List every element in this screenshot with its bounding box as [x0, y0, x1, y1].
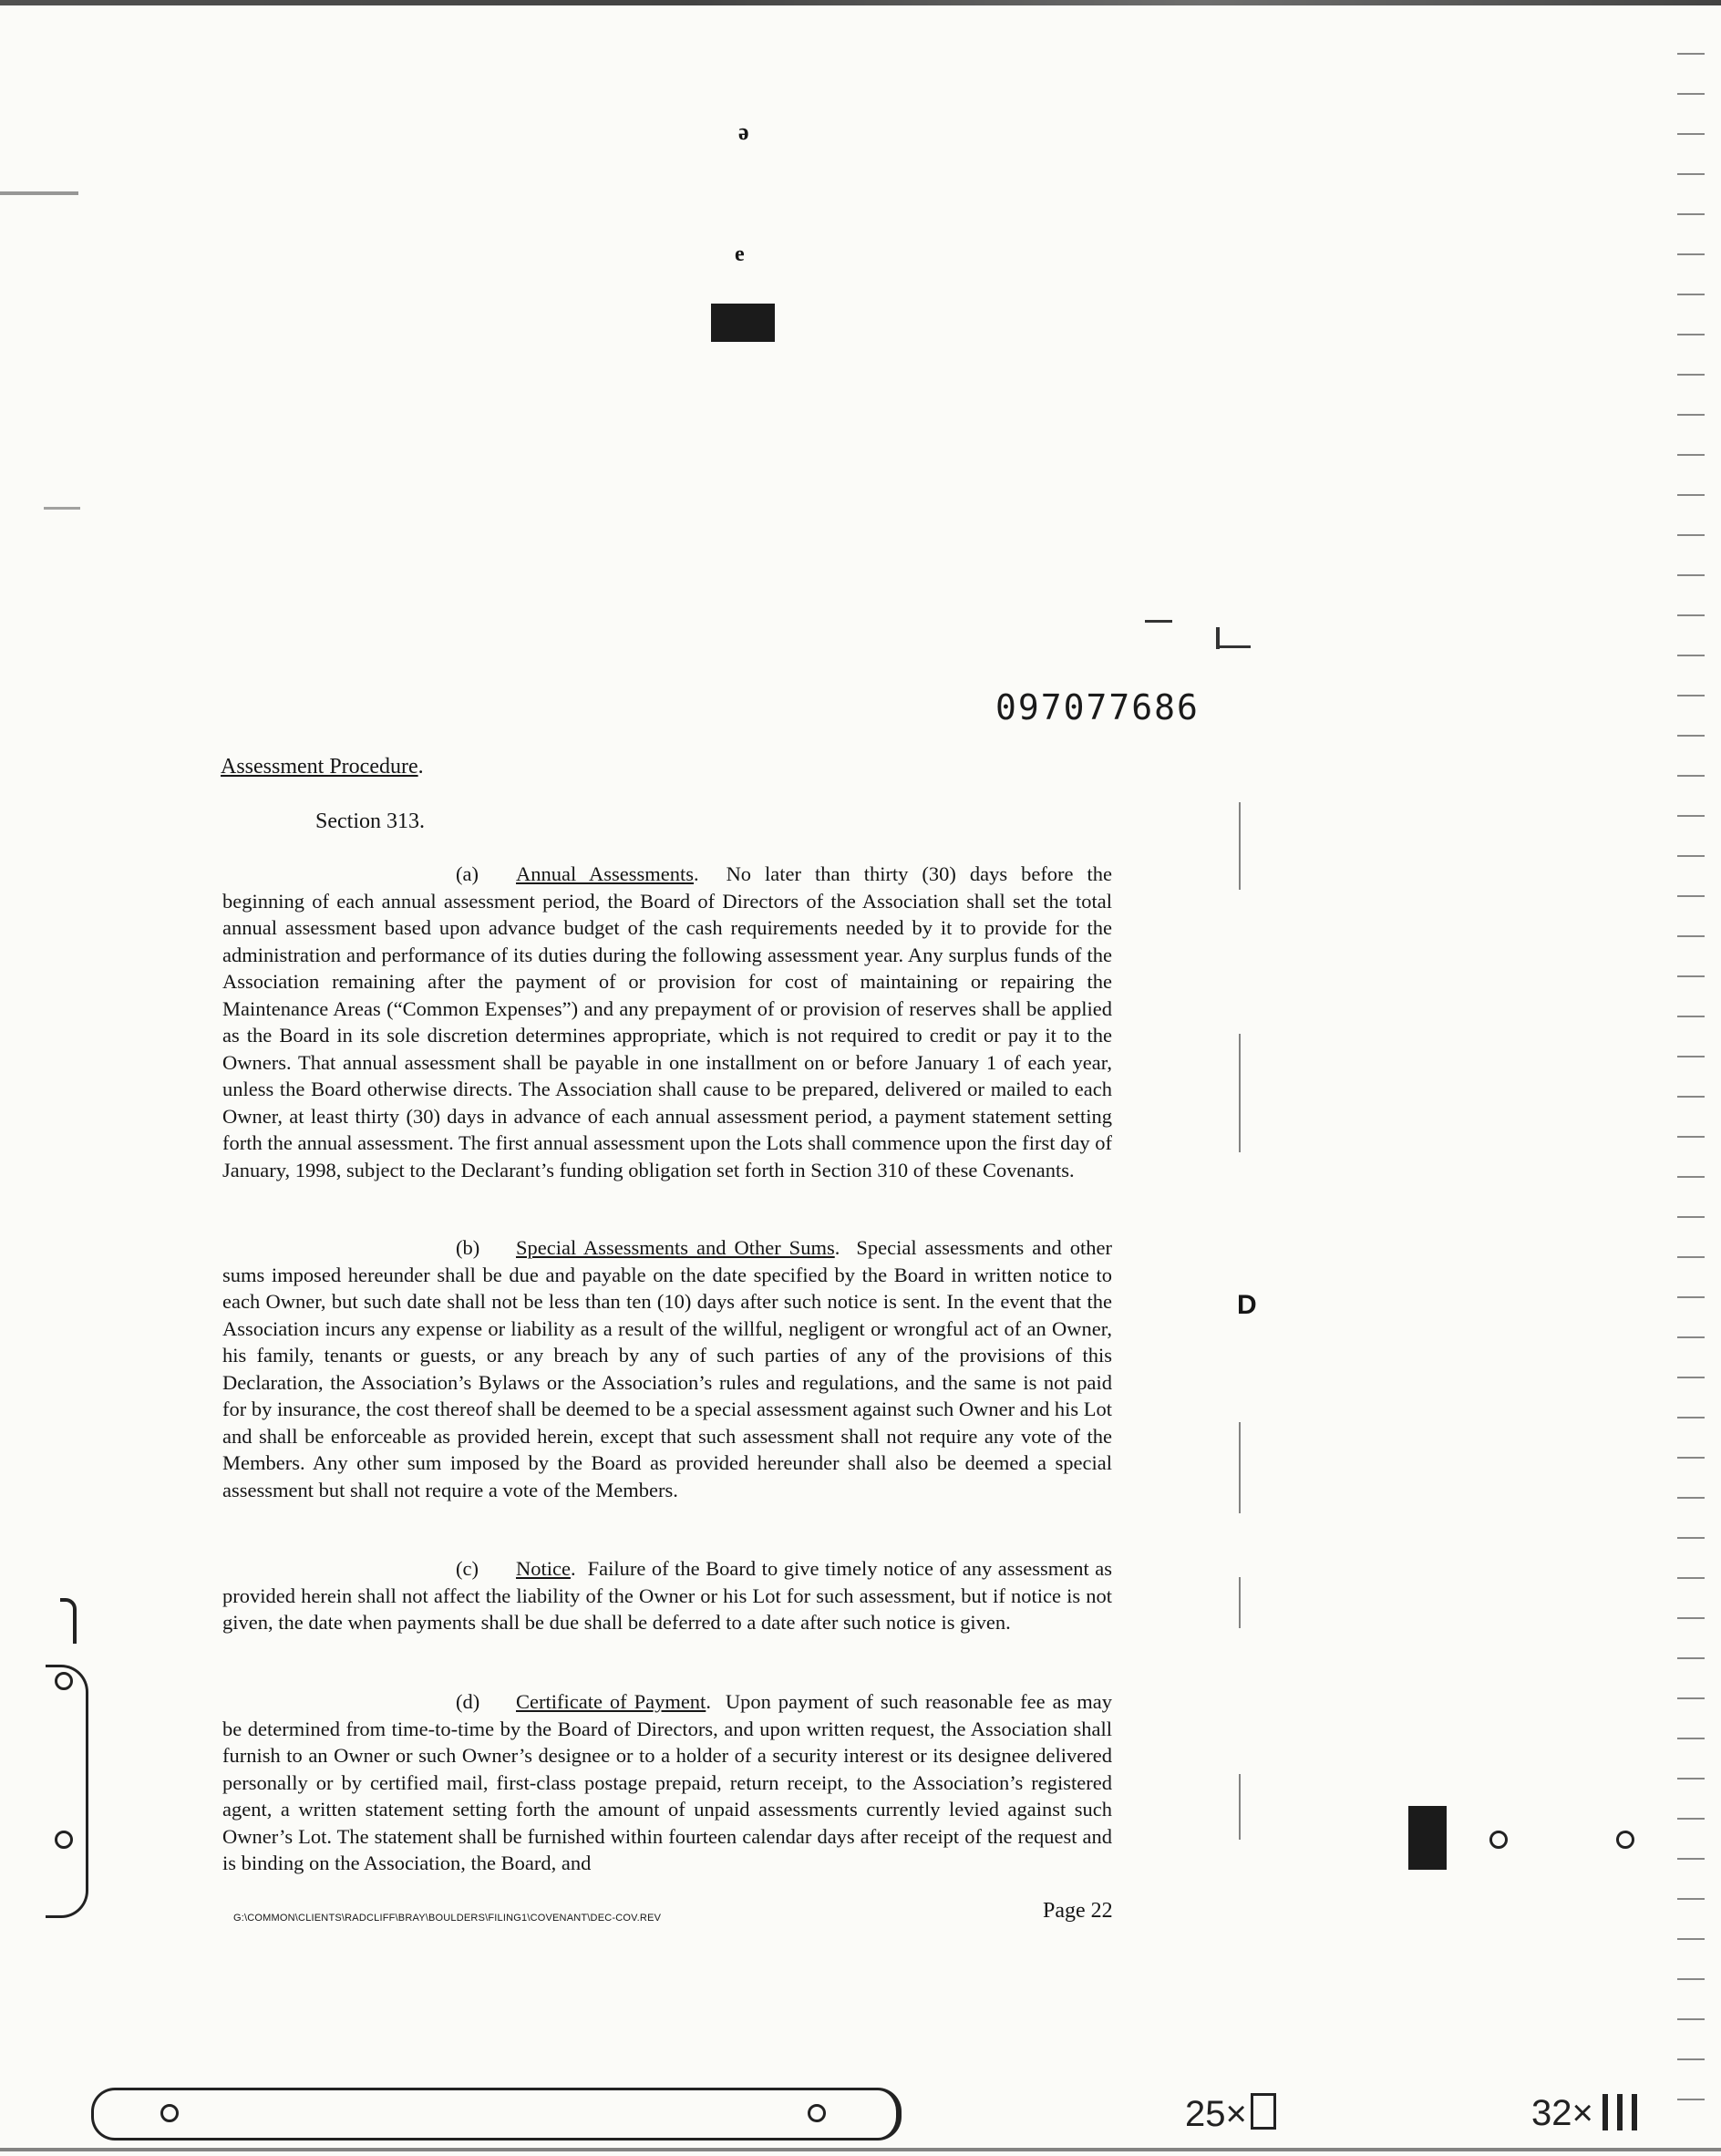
paragraph-body: Failure of the Board to give timely notice of any assessment as provided herein shall not affect the liability of the Owner or his Lot for such assessment, but if notice is not given, the date when payments shall be due shall be deferred to a date after such notice is given.	[222, 1557, 1112, 1634]
footer-file-path: G:\COMMON\CLIENTS\RADCLIFF\BRAY\BOULDERS\FILING1\COVENANT\DEC-COV.REV	[233, 1913, 662, 1924]
bar-icon	[1632, 2094, 1637, 2130]
scan-margin-mark	[44, 507, 80, 510]
scan-black-block	[711, 304, 775, 342]
bar-icon	[1602, 2094, 1608, 2130]
paragraph-body: Upon payment of such reasonable fee as may be determined from time-to-time by the Board of Directors, and upon written request, the Association shall furnish to an Owner or such Owner’s designee or to a holder of a security interest or its designee delivered personally or by certified mail, first-class postage prepaid, return receipt, to the Association’s registered agent, a written statement setting forth the amount of unpaid assessments currently levied against such Owner’s Lot. The statement shall be furnished within fourteen calendar days after receipt of the request and is binding on the Association, the Board, and	[222, 1690, 1113, 1874]
section-heading: Assessment Procedure	[221, 755, 418, 779]
zoom-right-value: 32×	[1531, 2093, 1593, 2133]
paragraph-tag: (a)	[456, 862, 479, 885]
heading-line	[221, 755, 424, 779]
scan-bracket-left	[46, 1665, 88, 1918]
zoom-right-label	[1531, 2093, 1637, 2134]
heading-period: .	[417, 755, 424, 779]
scan-margin-rule	[1239, 802, 1241, 890]
paragraph-d: (d) Certificate of Payment. Upon payment of such reasonable fee as may be determined from time-to-time by the Board of Directors, and upon written request, the Association shall furnish to an Owner or such Owner’s designee or to a holder of a security interest or its designee delivered personally or by certified mail, first-class postage prepaid, return receipt, to the Association’s registered agent, a written statement setting forth the amount of unpaid assessments currently levied against such Owner’s Lot. The statement shall be furnished within fourteen calendar days after receipt of the request and is binding on the Association, the Board, and	[222, 1690, 1113, 1874]
binder-hole-icon	[1616, 1831, 1634, 1849]
scan-right-edge-noise	[1677, 36, 1705, 2133]
scan-margin-mark	[0, 191, 78, 195]
binder-hole-icon	[1489, 1831, 1508, 1849]
paragraph-tag: (b)	[456, 1236, 480, 1259]
paragraph-body: Special assessments and other sums imposed hereunder shall be due and payable on the date specified by the Board in written notice to each Owner, but such date shall not be less than ten (10) days after such notice is sent. In the event that the Association incurs any expense or liability as a result of the willful, negligent or wrongful act of an Owner, his family, tenants or guests, or any breach by any of such parties of any of the provisions of this Declaration, the Association’s Bylaws or the Association’s rules and regulations, and the same is not paid for by insurance, the cost thereof shall be deemed to be a special assessment against such Owner and his Lot and shall be enforceable as provided herein, except that such assessment shall not require any vote of the Members. Any other sum imposed by the Board as provided hereunder shall also be deemed a special assessment but shall not require a vote of the Members.	[222, 1236, 1113, 1501]
bar-icon	[1617, 2094, 1623, 2130]
scan-margin-rule	[1239, 1774, 1241, 1840]
paragraph-b: (b) Special Assessments and Other Sums. Special assessments and other sums imposed hereunder shall be due and payable on the date specified by the Board in written notice to each Owner, but such date shall not be less than ten (10) days after such notice is sent. In the event that the Association incurs any expense or liability as a result of the willful, negligent or wrongful act of an Owner, his family, tenants or guests, or any breach by any of such parties of any of the provisions of this Declaration, the Association’s Bylaws or the Association’s rules and regulations, and the same is not paid for by insurance, the cost thereof shall be deemed to be a special assessment against such Owner and his Lot and shall be enforceable as provided herein, except that such assessment shall not require any vote of the Members. Any other sum imposed by the Board as provided hereunder shall also be deemed a special assessment but shall not require a vote of the Members.	[222, 1236, 1113, 1501]
scan-top-edge	[0, 0, 1721, 5]
scan-margin-rule	[1239, 1577, 1241, 1628]
paragraph-title: Special Assessments and Other Sums	[516, 1236, 835, 1259]
frame-box-icon	[1251, 2093, 1276, 2130]
page-number: Page 22	[1043, 1899, 1113, 1923]
paragraph-title: Notice	[516, 1557, 571, 1580]
scan-margin-rule	[1239, 1034, 1241, 1152]
scan-bracket-top	[60, 1598, 77, 1644]
scan-bottom-bar	[91, 2088, 902, 2141]
section-number: Section 313.	[315, 810, 425, 833]
paragraph-a: (a) Annual Assessments. No later than thirty (30) days before the beginning of each annual assessment period, the Board of Directors of the Association shall set the total annual assessment based upon advance budget of the cash requirements needed by it to provide for the administration and performance of its duties during the following assessment year. Any surplus funds of the Association remaining after the payment of or provision for cost of maintaining or repairing the Maintenance Areas (“Common Expenses”) and any prepayment of or provision of reserves shall be applied as the Board in its sole discretion determines appropriate, which is not required to credit or pay it to the Owners. That annual assessment shall be payable in one installment on or before January 1 of each year, unless the Board otherwise directs. The Association shall cause to be prepared, delivered or mailed to each Owner, at least thirty (30) days in advance of each annual assessment period, a payment statement setting forth the annual assessment. The first annual assessment upon the Lots shall commence upon the first day of January, 1998, subject to the Declarant’s funding obligation set forth in Section 310 of these Covenants.	[222, 862, 1113, 1181]
paragraph-c: (c) Notice. Failure of the Board to give timely notice of any assessment as provided herein shall not affect the liability of the Owner or his Lot for such assessment, but if notice is not given, the date when payments shall be due shall be deferred to a date after such notice is given.	[222, 1557, 1112, 1634]
paragraph-body: No later than thirty (30) days before the beginning of each annual assessment period, the Board of Directors of the Association shall set the total annual assessment based upon advance budget of the cash requirements needed by it to provide for the administration and performance of its duties during the following assessment year. Any surplus funds of the Association remaining after the payment of or provision for cost of maintaining or repairing the Maintenance Areas (“Common Expenses”) and any prepayment of or provision of reserves shall be applied as the Board in its sole discretion determines appropriate, which is not required to credit or pay it to the Owners. That annual assessment shall be payable in one installment on or before January 1 of each year, unless the Board otherwise directs. The Association shall cause to be prepared, delivered or mailed to each Owner, at least thirty (30) days in advance of each annual assessment period, a payment statement setting forth the annual assessment. The first annual assessment upon the Lots shall commence upon the first day of January, 1998, subject to the Declarant’s funding obligation set forth in Section 310 of these Covenants.	[222, 862, 1113, 1181]
document-stamp-number: 097077686	[995, 687, 1200, 727]
margin-mark: D	[1237, 1290, 1257, 1320]
binder-hole-icon	[160, 2104, 179, 2122]
binder-hole-icon	[808, 2104, 826, 2122]
paragraph-tag: (d)	[456, 1690, 480, 1713]
scan-speck-mark: ə	[738, 119, 749, 145]
scan-bottom-edge	[0, 2148, 1721, 2151]
paragraph-title: Annual Assessments	[516, 862, 694, 885]
scan-speck-mark: e	[735, 242, 745, 266]
zoom-left-value: 25×	[1185, 2094, 1247, 2134]
paragraph-title: Certificate of Payment	[516, 1690, 706, 1713]
scan-margin-mark	[1145, 620, 1172, 623]
zoom-left-label	[1185, 2093, 1276, 2135]
scan-margin-rule	[1239, 1422, 1241, 1513]
scan-black-block	[1408, 1806, 1447, 1870]
paragraph-tag: (c)	[456, 1557, 479, 1580]
scan-margin-mark	[1216, 645, 1251, 648]
